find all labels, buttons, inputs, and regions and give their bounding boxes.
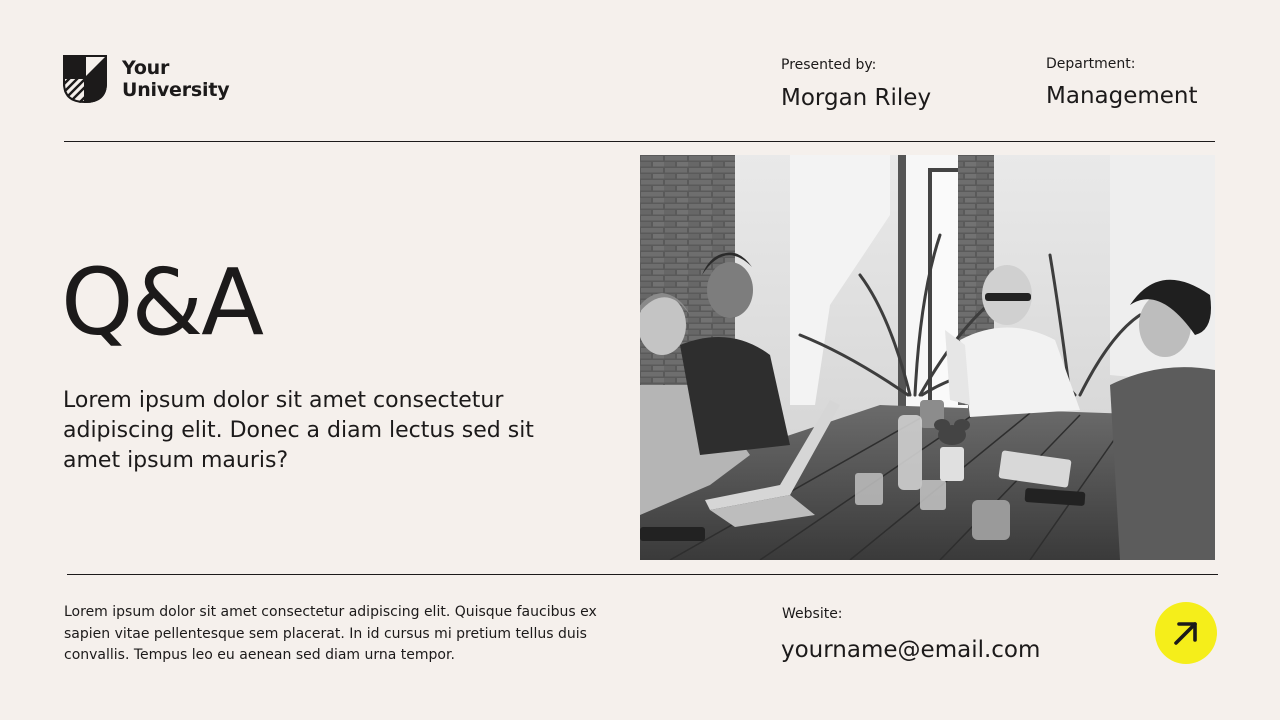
presented-by-label: Presented by: [781, 57, 877, 73]
presenter-name: Morgan Riley [781, 85, 932, 111]
slide-subtitle: Lorem ipsum dolor sit amet consectetur adipiscing elit. Donec a diam lectus sed sit amet ipsum mauris? [63, 388, 534, 473]
website-link[interactable]: yourname@email.com [781, 637, 1041, 663]
footer-divider [67, 574, 1218, 575]
logo-line-2: University [122, 79, 230, 101]
header-divider [64, 141, 1215, 142]
arrow-up-right-icon [1169, 616, 1203, 650]
department-label: Department: [1046, 56, 1136, 72]
footer-description: Lorem ipsum dolor sit amet consectetur adipiscing elit. Quisque faucibus ex sapien vitae pellentesque sem placerat. In id cursus mi pretium tellus duis convallis. Tempus leo eu aenean sed diam urna tempor. [64, 604, 597, 663]
university-logo-icon [63, 55, 107, 103]
website-label: Website: [782, 606, 843, 622]
slide-title: Q&A [61, 249, 263, 356]
meeting-photo [640, 155, 1215, 560]
logo-line-1: Your [122, 57, 170, 79]
next-arrow-button[interactable] [1155, 602, 1217, 664]
university-name [122, 57, 229, 101]
department-name: Management [1046, 83, 1198, 109]
